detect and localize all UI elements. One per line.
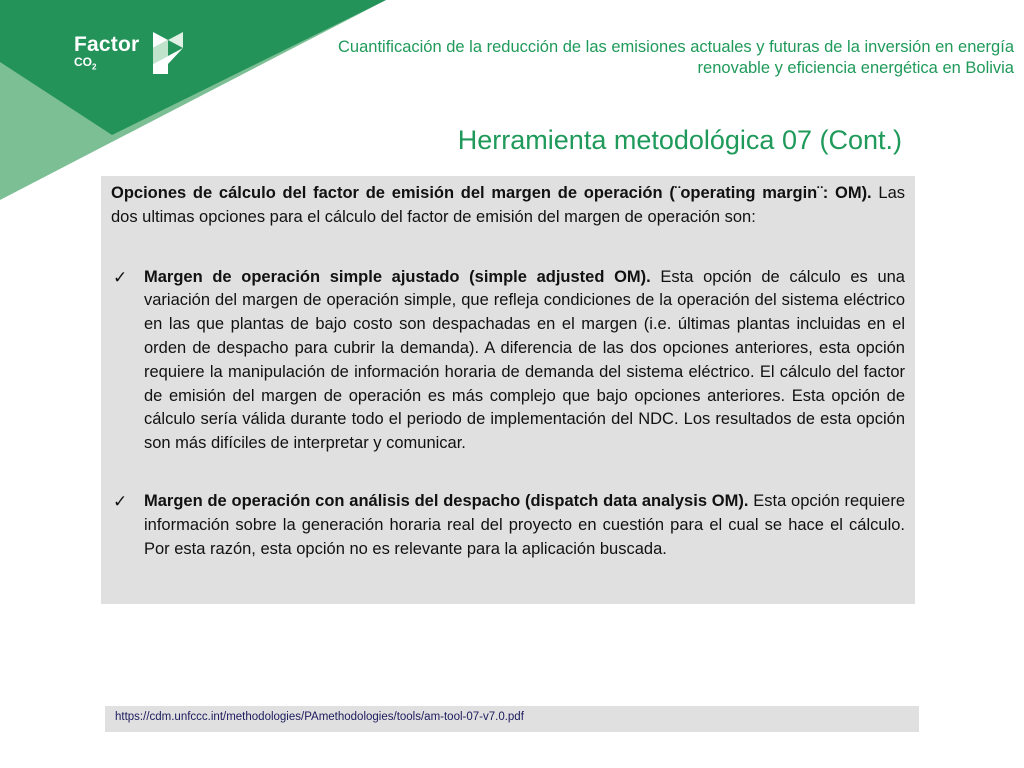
list-item [111,490,905,561]
header-subtitle: Cuantificación de la reducción de las emisiones actuales y futuras de la inversión en energía renovable y eficiencia energética en Bolivia [338,38,1014,77]
intro-paragraph [111,182,905,230]
logo-co2-index: 2 [92,62,97,72]
logo-mark-icon [150,30,186,76]
corner-decoration [0,0,420,200]
checkmark-icon: ✓ [113,267,128,287]
list-item [111,266,905,456]
logo-word: Factor [74,33,140,56]
content-box [101,176,915,604]
item-bold: Margen de operación con análisis del despacho (dispatch data analysis OM). [144,491,749,510]
footer-bar [105,706,919,732]
source-link[interactable]: https://cdm.unfccc.int/methodologies/PAmethodologies/tools/am-tool-07-v7.0.pdf [115,711,524,723]
intro-bold: Opciones de cálculo del factor de emisión del margen de operación (¨operating margin¨: OM). [111,184,872,202]
slide-title: Herramienta metodológica 07 (Cont.) [457,125,902,155]
intro-text: Las dos ultimas opciones para el cálculo del factor de emisión del margen de operación son: [111,184,906,226]
logo-co2 [74,56,139,73]
logo-co2-main: CO [74,55,92,69]
item-text: Esta opción requiere información sobre la generación horaria real del proyecto en cuestión para el cual se hace el cálculo. Por esta razón, esta opción no es relevante para la aplicación buscada. [144,491,905,558]
checkmark-icon: ✓ [113,491,128,511]
item-text: Esta opción de cálculo es una variación del margen de operación simple, que refleja condiciones de la operación del sistema eléctrico en las que plantas de bajo costo son despachadas en el margen (i.e. últimas plantas incluidas en el orden de despacho para cubrir la demanda). A diferencia de las dos opciones anteriores, esta opción requiere la manipulación de información horaria de demanda del sistema eléctrico. El cálculo del factor de emisión del margen de operación es más complejo que bajo opciones anteriores. Esta opción de cálculo sería válida durante todo el periodo de implementación del NDC. Los resultados de esta opción son más difíciles de interpretar y comunicar. [144,267,905,453]
item-bold: Margen de operación simple ajustado (simple adjusted OM). [144,267,651,286]
factor-co2-logo [74,34,139,73]
